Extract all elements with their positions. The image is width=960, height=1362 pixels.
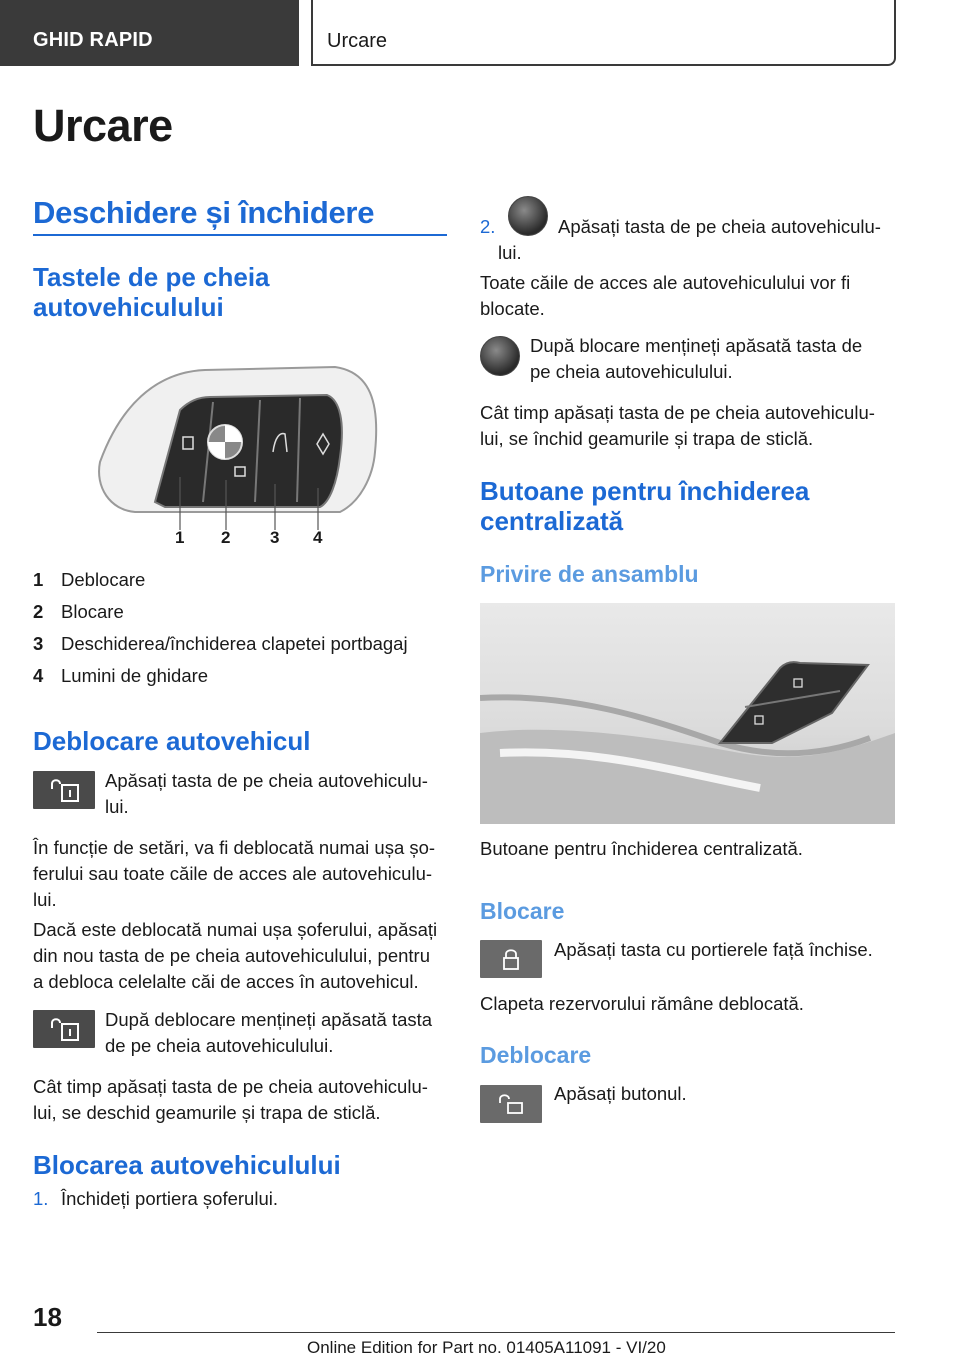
key-fob-illustration xyxy=(95,362,385,552)
page-title: Urcare xyxy=(33,100,173,151)
hold-instruction: pe cheia autovehiculului. xyxy=(530,361,733,382)
bmw-key-icon xyxy=(508,196,548,236)
paragraph: blocate. xyxy=(480,298,545,319)
step-number: 2. xyxy=(480,216,496,237)
heading-central-locking: Butoane pentru închiderea centralizată xyxy=(480,476,810,536)
edition-info: Online Edition for Part no. 01405A11091 - VI/20 xyxy=(307,1338,666,1357)
section-label: GHID RAPID xyxy=(33,29,153,51)
fob-label-1: 1 xyxy=(175,528,185,547)
step-text: Închideți portiera șoferului. xyxy=(61,1188,278,1209)
fob-label-4: 4 xyxy=(313,528,323,547)
bmw-key-icon xyxy=(480,336,520,376)
step-text: lui. xyxy=(498,242,522,263)
legend-num: 3 xyxy=(33,633,44,654)
paragraph: lui, se închid geamurile și trapa de sticlă. xyxy=(480,428,814,449)
legend-text: Deschiderea/închiderea clapetei portbagaj xyxy=(61,633,408,654)
step-number: 1. xyxy=(33,1188,49,1209)
paragraph: din nou tasta de pe cheia autovehiculului, pentru xyxy=(33,945,431,966)
unlock-instruction: lui. xyxy=(105,796,129,817)
door-buttons-photo xyxy=(480,603,895,824)
footer-rule xyxy=(97,1332,895,1333)
step-text: Apăsați tasta de pe cheia autovehiculu- xyxy=(558,216,881,237)
hold-instruction: După deblocare mențineți apăsată tasta xyxy=(105,1009,433,1030)
chapter-tab xyxy=(311,0,896,66)
heading-lock-vehicle: Blocarea autovehiculului xyxy=(33,1150,341,1180)
section-tab xyxy=(0,0,299,66)
paragraph: lui. xyxy=(33,889,57,910)
unlock-key-icon xyxy=(33,1010,95,1048)
lock-instruction: Apăsați tasta cu portierele față închise. xyxy=(554,939,873,960)
paragraph: a debloca celelalte căi de acces în autovehicul. xyxy=(33,971,419,992)
fob-label-3: 3 xyxy=(270,528,280,547)
heading-lock: Blocare xyxy=(480,898,565,924)
fob-label-2: 2 xyxy=(221,528,231,547)
paragraph: Cât timp apăsați tasta de pe cheia autovehiculu- xyxy=(480,402,875,423)
heading-keys: Tastele de pe cheia autovehiculului xyxy=(33,262,270,322)
legend-num: 4 xyxy=(33,665,44,686)
page-number: 18 xyxy=(33,1302,62,1332)
photo-caption: Butoane pentru închiderea centralizată. xyxy=(480,838,803,859)
paragraph: Dacă este deblocată numai ușa șoferului, apăsați xyxy=(33,919,438,940)
legend-text: Lumini de ghidare xyxy=(61,665,209,686)
hold-instruction: După blocare mențineți apăsată tasta de xyxy=(530,335,863,356)
legend-num: 2 xyxy=(33,601,44,622)
unlock-instruction: Apăsați tasta de pe cheia autovehiculu- xyxy=(105,770,428,791)
heading-open-close: Deschidere și închidere xyxy=(33,195,375,230)
unlock-key-icon xyxy=(33,771,95,809)
heading-rule xyxy=(33,234,447,236)
paragraph: lui, se deschid geamurile și trapa de sticlă. xyxy=(33,1102,381,1123)
hold-instruction: de pe cheia autovehiculului. xyxy=(105,1035,334,1056)
paragraph: În funcție de setări, va fi deblocată numai ușa șo- xyxy=(33,837,436,858)
unlock-button-icon xyxy=(480,1085,542,1123)
paragraph: Cât timp apăsați tasta de pe cheia autovehiculu- xyxy=(33,1076,428,1097)
paragraph: ferului sau toate căile de acces ale autovehiculu- xyxy=(33,863,433,884)
heading-unlock-vehicle: Deblocare autovehicul xyxy=(33,726,311,756)
legend-text: Deblocare xyxy=(61,569,146,590)
unlock-instruction: Apăsați butonul. xyxy=(554,1083,687,1104)
heading-overview: Privire de ansamblu xyxy=(480,561,699,587)
legend-text: Blocare xyxy=(61,601,124,622)
paragraph: Toate căile de acces ale autovehiculului vor fi xyxy=(480,272,851,293)
chapter-label: Urcare xyxy=(327,30,388,52)
heading-unlock: Deblocare xyxy=(480,1042,592,1068)
lock-note: Clapeta rezervorului rămâne deblocată. xyxy=(480,993,804,1014)
legend-num: 1 xyxy=(33,569,44,590)
lock-button-icon xyxy=(480,940,542,978)
